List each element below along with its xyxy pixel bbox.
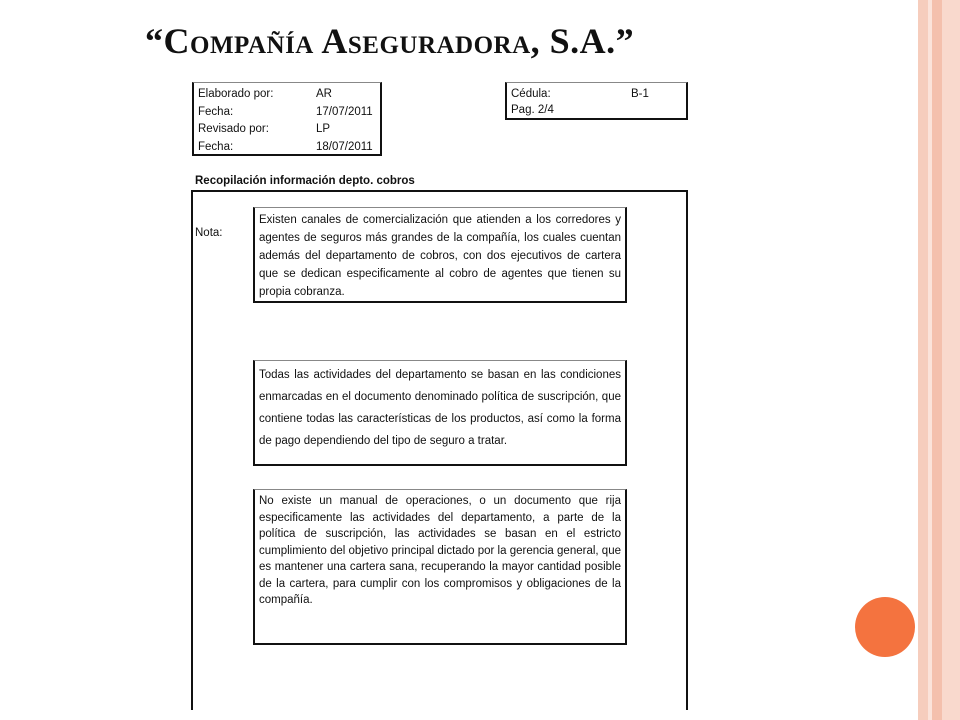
nota-label: Nota: — [195, 227, 223, 239]
decor-stripe-3 — [932, 0, 942, 720]
note-box-3: No existe un manual de operaciones, o un documento que rija especificamente las actividades del departamento, a parte de la política de suscripción, las actividades se basan en el estricto cumplimiento del objetivo principal dictado por la gerencia general, que es mantener una cartera sana, recuperando la mayor cantidad posible de la cartera, para cumplir con los compromisos y obligaciones de la compañía. — [253, 489, 627, 645]
cedula-label: Cédula: — [511, 88, 551, 100]
note-box-1: Existen canales de comercialización que atienden a los corredores y agentes de seguros más grandes de la compañía, los cuales cuentan además del departamento de cobros, con dos ejecutivos de cartera que se dedican especificamente al cobro de agentes que tienen su propia cobranza. — [253, 207, 627, 303]
info-label: Revisado por: — [198, 123, 269, 135]
info-label: Fecha: — [198, 105, 234, 118]
prepared-info-box — [192, 82, 382, 156]
cedula-box — [505, 82, 688, 120]
note-box-2: Todas las actividades del departamento se basan en las condiciones enmarcadas en el documento denominado política de suscripción, que contiene todas las características de los productos, así como la forma de pago dependiendo del tipo de seguro a tratar. — [253, 360, 627, 466]
page-label: Pag. 2/4 — [511, 104, 554, 116]
info-value: AR — [316, 88, 332, 100]
info-label: Elaborado por: — [198, 88, 274, 100]
info-value: LP — [316, 123, 331, 135]
info-row — [198, 86, 380, 104]
info-label: Fecha: — [198, 140, 234, 153]
cedula-row — [511, 86, 686, 102]
info-row — [198, 121, 380, 139]
decor-circle — [855, 597, 915, 657]
slide-title: “Compañía Aseguradora, S.A.” — [145, 21, 635, 61]
info-value: 17/07/2011 — [316, 105, 373, 118]
decor-stripe-4 — [942, 0, 960, 720]
page-row — [511, 102, 686, 118]
info-value: 18/07/2011 — [316, 140, 373, 153]
cedula-value: B-1 — [631, 88, 649, 100]
info-row — [198, 104, 380, 122]
info-row — [198, 139, 380, 157]
decor-stripe-1 — [918, 0, 928, 720]
section-title: Recopilación información depto. cobros — [195, 175, 415, 187]
